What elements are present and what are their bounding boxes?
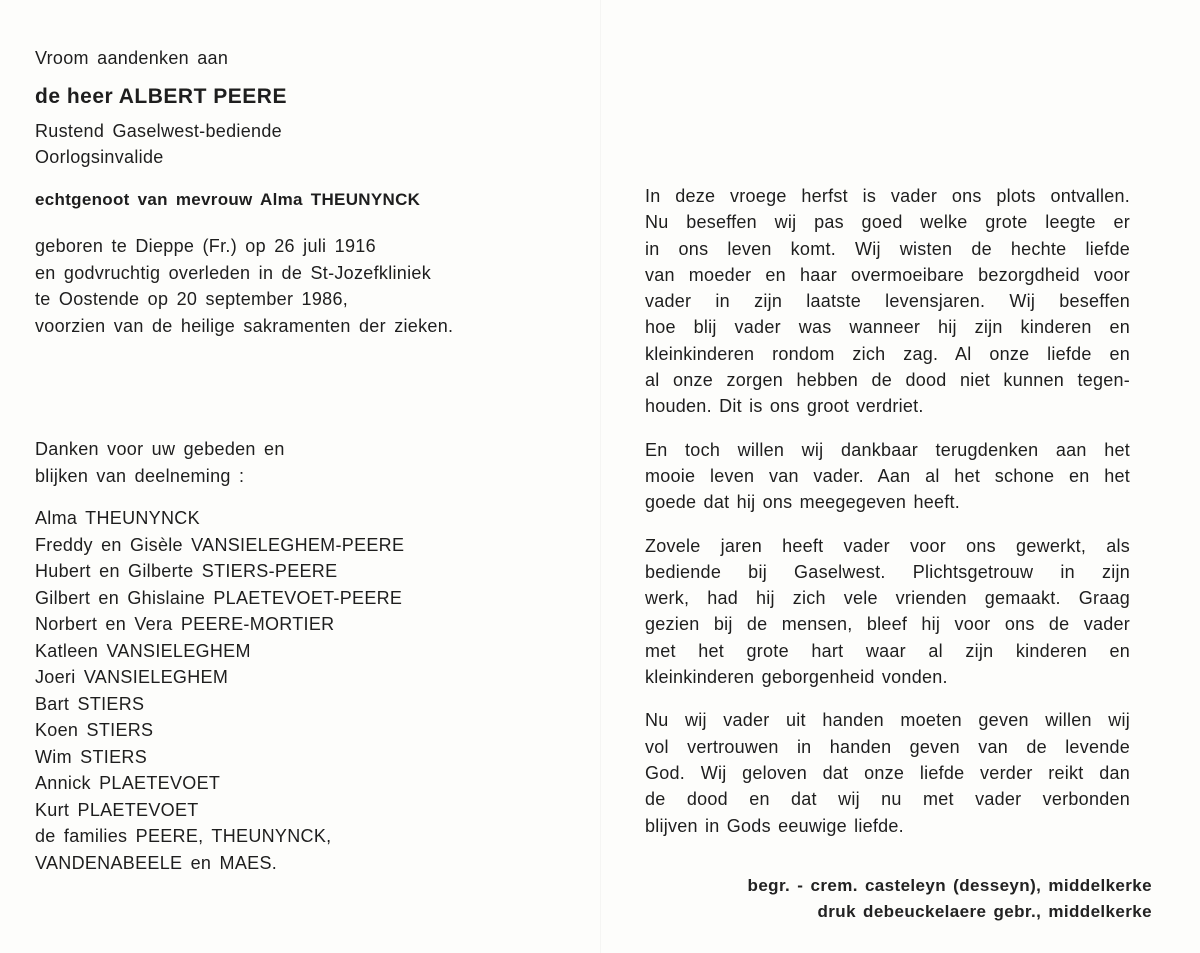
- list-item: Kurt PLAETEVOET: [35, 799, 199, 820]
- birth-line: te Oostende op 20 september 1986,: [35, 289, 349, 309]
- paragraph-line: mooie leven van vader. Aan al het schone en het: [645, 465, 1130, 486]
- paragraph-line: kleinkinderen rondom zich zag. Al onze liefde en: [645, 343, 1130, 364]
- list-item: Gilbert en Ghislaine PLAETEVOET-PEERE: [35, 587, 403, 608]
- thanks-line: Danken voor uw gebeden en: [35, 439, 285, 459]
- titles-block: [35, 118, 575, 171]
- spouse-name: Alma THEUNYNCK: [260, 189, 421, 209]
- paragraph-line: Nu beseffen wij pas goed welke grote leegte er: [645, 212, 1130, 233]
- title-line: Rustend Gaselwest-bediende: [35, 120, 282, 141]
- paragraph-line: gezien bij de mensen, bleef hij voor ons de vader: [645, 614, 1130, 635]
- paragraph-line: goede dat hij ons meegegeven heeft.: [645, 492, 960, 513]
- thanks-line: blijken van deelneming :: [35, 465, 245, 486]
- fold-line: [600, 0, 601, 953]
- paragraph-3: [645, 533, 1130, 691]
- name-main: ALBERT PEERE: [118, 84, 287, 108]
- paragraph-line: hoe blij vader was wanneer hij zijn kinderen en: [645, 317, 1130, 338]
- paragraph-line: in ons leven komt. Wij wisten de hechte liefde: [645, 238, 1130, 259]
- mourners-list: [35, 505, 575, 876]
- list-item: de families PEERE, THEUNYNCK,: [35, 826, 332, 846]
- paragraph-line: God. Wij geloven dat onze liefde verder reikt dan: [645, 762, 1130, 783]
- deceased-name: [35, 82, 575, 112]
- list-item: Wim STIERS: [35, 746, 147, 767]
- paragraph-line: bediende bij Gaselwest. Plichtsgetrouw in zijn: [645, 561, 1130, 582]
- paragraph-line: kleinkinderen geborgenheid vonden.: [645, 667, 948, 688]
- paragraph-line: werk, had hij zich vele vrienden gemaakt. Graag: [645, 588, 1130, 609]
- paragraph-1: [645, 183, 1130, 420]
- printer-line: druk debeuckelaere gebr., middelkerke: [817, 902, 1152, 921]
- list-item: VANDENABEELE en MAES.: [35, 852, 278, 873]
- spouse-line: [35, 187, 575, 214]
- birth-line: voorzien van de heilige sakramenten der zieken.: [35, 315, 454, 336]
- paragraph-line: van moeder en haar overmoeibare bezorgdheid voor: [645, 264, 1130, 285]
- paragraph-line: Zovele jaren heeft vader voor ons gewerkt, als: [645, 535, 1130, 556]
- list-item: Koen STIERS: [35, 720, 154, 740]
- list-item: Annick PLAETEVOET: [35, 773, 221, 793]
- printer-line: begr. - crem. casteleyn (desseyn), middelkerke: [747, 876, 1152, 895]
- list-item: Freddy en Gisèle VANSIELEGHEM-PEERE: [35, 534, 405, 555]
- list-item: Bart STIERS: [35, 693, 145, 714]
- right-column: [645, 183, 1130, 856]
- paragraph-line: blijven in Gods eeuwige liefde.: [645, 815, 904, 836]
- list-item: Alma THEUNYNCK: [35, 508, 200, 528]
- paragraph-line: houden. Dit is ons groot verdriet.: [645, 396, 924, 417]
- paragraph-line: In deze vroege herfst is vader ons plots ontvallen.: [645, 186, 1130, 206]
- spouse-prefix: echtgenoot van mevrouw: [35, 189, 253, 209]
- name-prefix: de heer: [35, 84, 114, 108]
- list-item: Joeri VANSIELEGHEM: [35, 667, 229, 687]
- paragraph-line: al onze zorgen hebben de dood niet kunnen tegen-: [645, 370, 1130, 391]
- paragraph-line: vol vertrouwen in handen geven van de levende: [645, 736, 1130, 757]
- left-column: [35, 45, 575, 876]
- paragraph-line: vader in zijn laatste levensjaren. Wij beseffen: [645, 291, 1130, 312]
- list-item: Katleen VANSIELEGHEM: [35, 640, 251, 661]
- printer-credits: [748, 873, 1152, 925]
- paragraph-line: Nu wij vader uit handen moeten geven willen wij: [645, 710, 1130, 731]
- birth-line: geboren te Dieppe (Fr.) op 26 juli 1916: [35, 236, 376, 256]
- paragraph-line: met het grote hart waar al zijn kinderen en: [645, 640, 1130, 661]
- paragraph-line: de dood en dat wij nu met vader verbonden: [645, 789, 1130, 810]
- paragraph-2: [645, 437, 1130, 516]
- birth-death-block: [35, 233, 575, 339]
- birth-line: en godvruchtig overleden in de St-Jozefkliniek: [35, 262, 432, 283]
- list-item: Norbert en Vera PEERE-MORTIER: [35, 614, 335, 634]
- intro-text: Vroom aandenken aan: [35, 48, 229, 68]
- title-line: Oorlogsinvalide: [35, 147, 164, 167]
- thanks-block: [35, 436, 575, 489]
- paragraph-4: [645, 707, 1130, 838]
- list-item: Hubert en Gilberte STIERS-PEERE: [35, 561, 338, 581]
- paragraph-line: En toch willen wij dankbaar terugdenken aan het: [645, 439, 1130, 460]
